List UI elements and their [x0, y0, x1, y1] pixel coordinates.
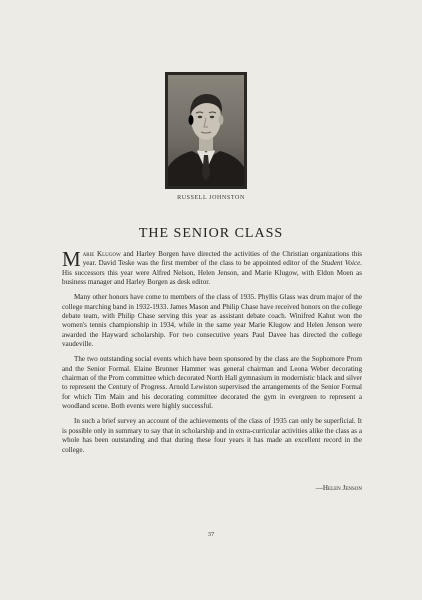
lead-in: arie Klugow: [82, 250, 121, 258]
photo-caption: RUSSELL JOHNSTON: [177, 195, 245, 201]
publication-title: Student Voice.: [321, 259, 363, 268]
portrait-photo: [165, 72, 247, 189]
author-signature: [62, 484, 362, 492]
page-number: 37: [207, 531, 215, 538]
paragraph-1-text: and Harley Borgen have directed the activities of the Christian organizations this year. David Teske was the first member of the class to be appointed editor of the: [82, 250, 362, 268]
paragraph-3: The two outstanding social events which have been sponsored by the class are the Sophomore Prom and the Senior Formal. Elaine Brunner Hammer was general chairman and Leona Weber decorating chairman of the Prom committee which decorated North Hall gymnasium in modernistic black and silver to represent the Century of Progress. Arnold Lewiston supervised the arrangements of the Senior Formal for which Tim Main and his decorating committee decorated the gym in evergreen to represent a woodland scene. Both events were highly successful.: [62, 355, 362, 411]
article-title: THE SENIOR CLASS: [138, 226, 284, 241]
portrait-image: [168, 75, 244, 186]
signature-name: Helen Jenson: [322, 484, 362, 492]
paragraph-1: [62, 247, 363, 288]
signature-dash: —: [315, 484, 323, 492]
paragraph-4: In such a brief survey an account of the achievements of the class of 1935 can only be superficial. It is possible only in summary to say that in scholarship and in extra-curricular activities alike the class as a whole has been outstanding and that during these four years it has made an excellent record in the college.: [62, 417, 362, 454]
article-body: [62, 247, 363, 461]
paragraph-2: Many other honors have come to members of the class of 1935. Phyllis Glass was drum major of the college marching band in 1932-1933. James Mason and Philip Chase have received honors on the college debate team, with Philip Chase serving this year as assistant debate coach. Winifred Kahut won the women's tennis championship in 1934, while in the same year Marie Klugow and Helen Jenson were awarded the Hayward scholarship. For two consecutive years Paul Davee has directed the college vaudeville.: [62, 293, 362, 349]
portrait-figure: [168, 75, 244, 186]
drop-cap: M: [62, 247, 81, 271]
paragraph-1-tail: His successors this year were Alfred Nelson, Helen Jenson, and Marie Klugow, with Eldon Moen as business manager and Harley Borgen as desk editor.: [62, 268, 362, 287]
